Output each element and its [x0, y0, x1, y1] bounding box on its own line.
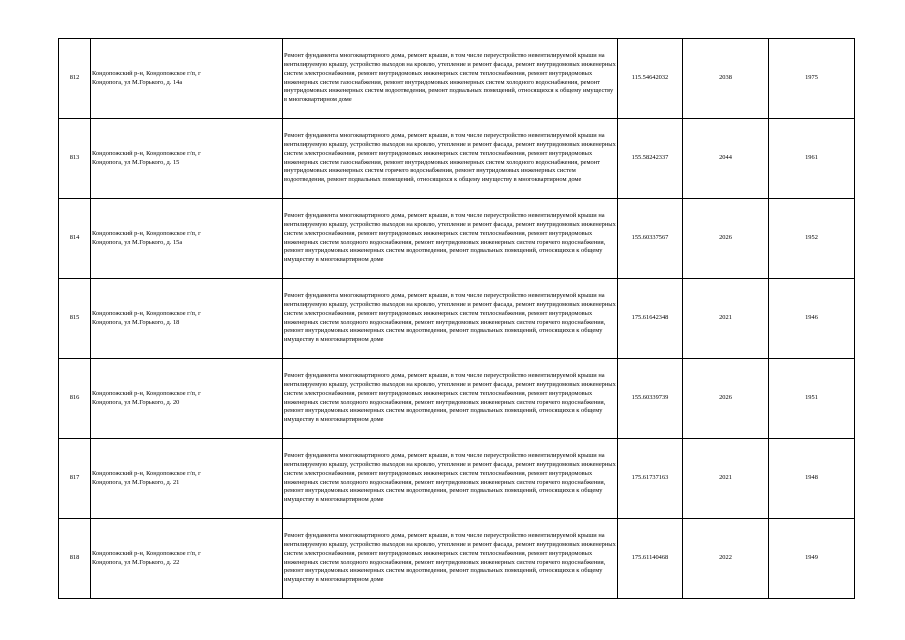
- construction-year: 1946: [769, 279, 855, 359]
- row-number: 814: [59, 199, 91, 279]
- cost-value: 175.61642348: [618, 279, 683, 359]
- row-number: 812: [59, 39, 91, 119]
- row-number: 816: [59, 359, 91, 439]
- address-line: Кондопога, ул М.Горького, д. 14а: [92, 78, 183, 86]
- repair-program-table: [58, 38, 855, 599]
- address-cell: [91, 199, 283, 279]
- table-row: [59, 199, 855, 279]
- works-description: Ремонт фундамента многоквартирного дома, ремонт крыши, в том числе переустройство невентилируемой крыши на вентилируемую крышу, устройство выходов на кровлю, утепление и ремонт фасада, ремонт внутридомовых инженерных систем электроснабжения, ремонт внутридомовых инженерных систем теплоснабжения, ремонт внутридомовых инженерных систем газоснабжения, ремонт внутридомовых инженерных систем холодного водоснабжения, ремонт внутридомовых инженерных систем водоотведения, ремонт подвальных помещений, относящихся к общему имуществу в многоквартирном доме: [283, 39, 618, 119]
- address-cell: [91, 439, 283, 519]
- planned-year: 2021: [683, 279, 769, 359]
- address-line: Кондопога, ул М.Горького, д. 15: [92, 158, 180, 166]
- works-description: Ремонт фундамента многоквартирного дома, ремонт крыши, в том числе переустройство невентилируемой крыши на вентилируемую крышу, устройство выходов на кровлю, утепление и ремонт фасада, ремонт внутридомовых инженерных систем электроснабжения, ремонт внутридомовых инженерных систем теплоснабжения, ремонт внутридомовых инженерных систем холодного водоснабжения, ремонт внутридомовых инженерных систем горячего водоснабжения, ремонт внутридомовых инженерных систем водоотведения, ремонт подвальных помещений, относящихся к общему имуществу в многоквартирном доме: [283, 359, 618, 439]
- row-number: 818: [59, 519, 91, 599]
- address-line: Кондопожский р-н, Кондопожское г/п, г: [92, 389, 201, 397]
- address-line: Кондопожский р-н, Кондопожское г/п, г: [92, 69, 201, 77]
- works-description: Ремонт фундамента многоквартирного дома, ремонт крыши, в том числе переустройство невентилируемой крыши на вентилируемую крышу, устройство выходов на кровлю, утепление и ремонт фасада, ремонт внутридомовых инженерных систем электроснабжения, ремонт внутридомовых инженерных систем теплоснабжения, ремонт внутридомовых инженерных систем холодного водоснабжения, ремонт внутридомовых инженерных систем горячего водоснабжения, ремонт внутридомовых инженерных систем водоотведения, ремонт подвальных помещений, относящихся к общему имуществу в многоквартирном доме: [283, 279, 618, 359]
- works-description: Ремонт фундамента многоквартирного дома, ремонт крыши, в том числе переустройство невентилируемой крыши на вентилируемую крышу, устройство выходов на кровлю, утепление и ремонт фасада, ремонт внутридомовых инженерных систем электроснабжения, ремонт внутридомовых инженерных систем теплоснабжения, ремонт внутридомовых инженерных систем газоснабжения, ремонт внутридомовых инженерных систем холодного водоснабжения, ремонт внутридомовых инженерных систем горячего водоснабжения, ремонт внутридомовых инженерных систем водоотведения, ремонт подвальных помещений, относящихся к общему имуществу в многоквартирном доме: [283, 119, 618, 199]
- cost-value: 175.61140468: [618, 519, 683, 599]
- address-line: Кондопожский р-н, Кондопожское г/п, г: [92, 469, 201, 477]
- construction-year: 1952: [769, 199, 855, 279]
- planned-year: 2044: [683, 119, 769, 199]
- table-row: [59, 519, 855, 599]
- planned-year: 2026: [683, 359, 769, 439]
- planned-year: 2021: [683, 439, 769, 519]
- address-line: Кондопога, ул М.Горького, д. 18: [92, 318, 180, 326]
- construction-year: 1949: [769, 519, 855, 599]
- row-number: 813: [59, 119, 91, 199]
- cost-value: 155.60339739: [618, 359, 683, 439]
- cost-value: 155.58242337: [618, 119, 683, 199]
- address-cell: [91, 279, 283, 359]
- address-cell: [91, 39, 283, 119]
- cost-value: 175.61737163: [618, 439, 683, 519]
- construction-year: 1951: [769, 359, 855, 439]
- row-number: 815: [59, 279, 91, 359]
- planned-year: 2022: [683, 519, 769, 599]
- planned-year: 2026: [683, 199, 769, 279]
- address-line: Кондопога, ул М.Горького, д. 15а: [92, 238, 183, 246]
- address-line: Кондопога, ул М.Горького, д. 20: [92, 398, 180, 406]
- table-row: [59, 439, 855, 519]
- cost-value: 115.54642032: [618, 39, 683, 119]
- table-row: [59, 279, 855, 359]
- address-line: Кондопожский р-н, Кондопожское г/п, г: [92, 309, 201, 317]
- table-row: [59, 359, 855, 439]
- works-description: Ремонт фундамента многоквартирного дома, ремонт крыши, в том числе переустройство невентилируемой крыши на вентилируемую крышу, устройство выходов на кровлю, утепление и ремонт фасада, ремонт внутридомовых инженерных систем электроснабжения, ремонт внутридомовых инженерных систем теплоснабжения, ремонт внутридомовых инженерных систем холодного водоснабжения, ремонт внутридомовых инженерных систем горячего водоснабжения, ремонт внутридомовых инженерных систем водоотведения, ремонт подвальных помещений, относящихся к общему имуществу в многоквартирном доме: [283, 439, 618, 519]
- table-row: [59, 119, 855, 199]
- cost-value: 155.60337567: [618, 199, 683, 279]
- table-row: [59, 39, 855, 119]
- works-description: Ремонт фундамента многоквартирного дома, ремонт крыши, в том числе переустройство невентилируемой крыши на вентилируемую крышу, устройство выходов на кровлю, утепление и ремонт фасада, ремонт внутридомовых инженерных систем электроснабжения, ремонт внутридомовых инженерных систем теплоснабжения, ремонт внутридомовых инженерных систем холодного водоснабжения, ремонт внутридомовых инженерных систем горячего водоснабжения, ремонт внутридомовых инженерных систем водоотведения, ремонт подвальных помещений, относящихся к общему имуществу в многоквартирном доме: [283, 519, 618, 599]
- construction-year: 1961: [769, 119, 855, 199]
- planned-year: 2038: [683, 39, 769, 119]
- address-cell: [91, 519, 283, 599]
- address-cell: [91, 359, 283, 439]
- construction-year: 1975: [769, 39, 855, 119]
- address-line: Кондопожский р-н, Кондопожское г/п, г: [92, 149, 201, 157]
- address-line: Кондопожский р-н, Кондопожское г/п, г: [92, 549, 201, 557]
- construction-year: 1948: [769, 439, 855, 519]
- row-number: 817: [59, 439, 91, 519]
- address-line: Кондопожский р-н, Кондопожское г/п, г: [92, 229, 201, 237]
- address-line: Кондопога, ул М.Горького, д. 22: [92, 558, 180, 566]
- address-line: Кондопога, ул М.Горького, д. 21: [92, 478, 180, 486]
- works-description: Ремонт фундамента многоквартирного дома, ремонт крыши, в том числе переустройство невентилируемой крыши на вентилируемую крышу, устройство выходов на кровлю, утепление и ремонт фасада, ремонт внутридомовых инженерных систем электроснабжения, ремонт внутридомовых инженерных систем теплоснабжения, ремонт внутридомовых инженерных систем холодного водоснабжения, ремонт внутридомовых инженерных систем горячего водоснабжения, ремонт внутридомовых инженерных систем водоотведения, ремонт подвальных помещений, относящихся к общему имуществу в многоквартирном доме: [283, 199, 618, 279]
- address-cell: [91, 119, 283, 199]
